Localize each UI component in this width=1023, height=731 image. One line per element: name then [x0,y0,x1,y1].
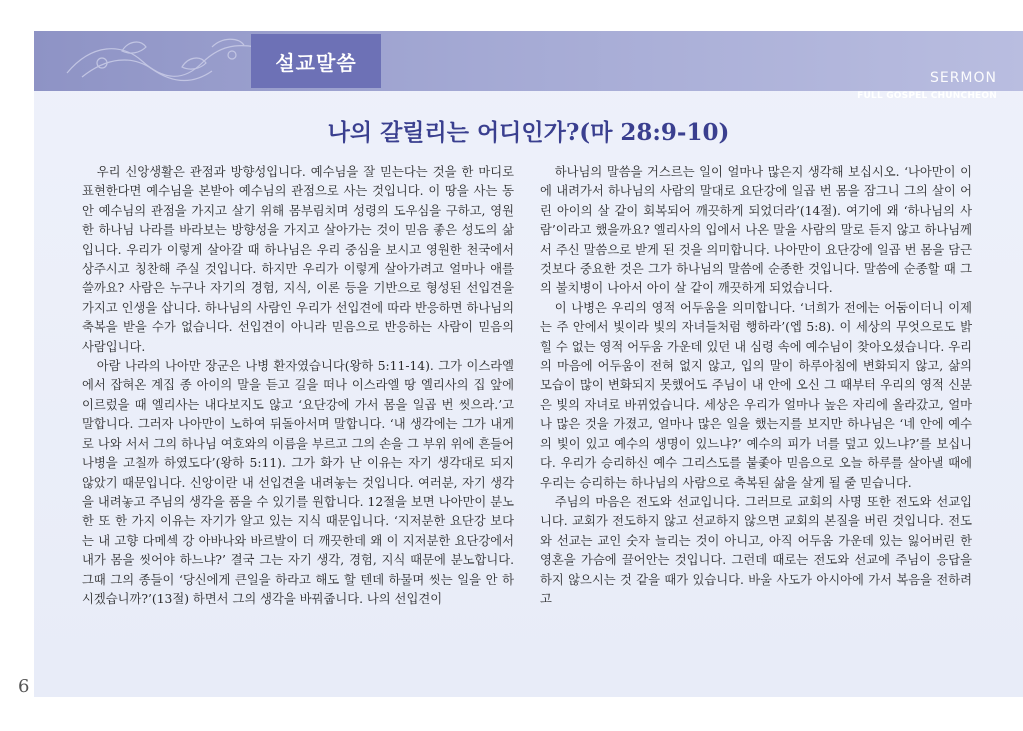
paragraph: 아람 나라의 나아만 장군은 나병 환자였습니다(왕하 5:11-14). 그가 이스라엘에서 잡혀온 계집 종 아이의 말을 듣고 길을 떠나 이스라엘 땅 엘리사의 집 앞에 이르렀을 때 엘리사는 내다보지도 않고 ‘요단강에 가서 몸을 일곱 번 씻으라.’고 말합니다. 그러자 나아만이 노하여 뒤돌아서며 말합니다. ‘내 생각에는 그가 내게로 나와 서서 그의 하나님 여호와의 이름을 부르고 그의 손을 그 부위 위에 흔들어 나병을 고칠까 하였도다’(왕하 5:11). 그가 화가 난 이유는 자기 생각대로 되지 않았기 때문입니다. 신앙이란 내 선입견을 내려놓는 것입니다. 여러분, 자기 생각을 내려놓고 주님의 생각을 품을 수 있기를 원합니다. 12절을 보면 나아만이 분노한 또 한 가지 이유는 자기가 알고 있는 지식 때문입니다. ‘지저분한 요단강 보다는 내 고향 다메섹 강 아바나와 바르발이 더 깨끗한데 왜 이 지저분한 요단강에서 내가 몸을 씻어야 하느냐?’ 결국 그는 자기 생각, 경험, 지식 때문에 분노합니다. 그때 그의 종들이 ‘당신에게 큰일을 하라고 해도 할 텐데 하물며 씻는 일을 안 하시겠습니까?’(13절) 하면서 그의 생각을 바꿔줍니다. 나의 선입견이 [82,359,514,606]
paragraph: 우리 신앙생활은 관점과 방향성입니다. 예수님을 잘 믿는다는 것을 한 마디로 표현한다면 예수님을 본받아 예수님의 관점으로 사는 것입니다. 이 땅을 사는 동안 예수님의 관점을 가지고 살기 위해 몸부림치며 성령의 도우심을 구하고, 영원한 하나님 나라를 바라보는 방향성을 가지고 살아가는 것이 믿음 좋은 성도의 삶입니다. 우리가 이렇게 살아갈 때 하나님은 우리 중심을 보시고 영원한 천국에서 상주시고 칭찬해 주실 것입니다. 하지만 우리가 이렇게 살아가려고 얼마나 애를 쓸까요? 사람은 누구나 자기의 경험, 지식, 이론 등을 기반으로 형성된 선입견을 가지고 인생을 삽니다. 하나님의 사람인 우리가 선입견에 따라 반응하면 하나님의 축복을 받을 수가 없습니다. 선입견이 아니라 믿음으로 반응하는 사람이 믿음의 사람입니다. [82,165,514,354]
paragraph: 주님의 마음은 전도와 선교입니다. 그러므로 교회의 사명 또한 전도와 선교입니다. 교회가 전도하지 않고 선교하지 않으면 교회의 본질을 버린 것입니다. 전도와 선교는 교인 숫자 늘리는 것이 아니고, 아직 어두움 가운데 있는 잃어버린 한 영혼을 가슴에 끌어안는 것입니다. 그런데 때로는 전도와 선교에 주님이 응답을 하지 않으시는 것 같을 때가 있습니다. 바울 사도가 아시아에 가서 복음을 전하려고 [540,494,972,606]
page-number: 6 [18,676,30,697]
paragraph: 이 나병은 우리의 영적 어두움을 의미합니다. ‘너희가 전에는 어둠이더니 이제는 주 안에서 빛이라 빛의 자녀들처럼 행하라’(엡 5:8). 이 세상의 무엇으로도 밝힐 수 없는 영적 어두움 가운데 있던 내 심령 속에 예수님이 찾아오셨습니다. 우리의 마음에 어두움이 전혀 없지 않고, 입의 말이 하루아침에 변화되지 않고, 삶의 모습이 많이 변화되지 못했어도 주님이 내 안에 오신 그 때부터 우리의 영적 신분은 빛의 자녀로 바뀌었습니다. 세상은 우리가 얼마나 높은 자리에 올라갔고, 얼마나 많은 것을 가졌고, 얼마나 많은 일을 했는지를 보지만 하나님은 ‘네 안에 예수의 빛이 있고 예수의 생명이 있느냐?’ 예수의 피가 너를 덮고 있느냐?’를 보십니다. 우리가 승리하신 예수 그리스도를 붙좇아 믿음으로 오늘 하루를 살아낼 때에 우리는 승리하는 하나님의 사람으로 축복된 삶을 살게 될 줄 믿습니다. [540,300,972,490]
left-column [82,163,514,609]
sermon-title: 나의 갈릴리는 어디인가?(마 28:9-10) [327,119,730,146]
section-tab: 설교말씀 [251,34,381,88]
brand-church: FULL GOSPEL CHUNCHEON [857,91,997,101]
brand-sermon: SERMON [929,70,997,86]
brand-block [857,70,997,101]
header-banner [34,31,1023,101]
right-column [540,163,972,609]
paragraph: 하나님의 말씀을 거스르는 일이 얼마나 많은지 생각해 보십시오. ‘나아만이 이에 내려가서 하나님의 사람의 말대로 요단강에 일곱 번 몸을 잠그니 그의 살이 어린 아이의 살 같이 회복되어 깨끗하게 되었더라’(14절). 여기에 왜 ‘하나님의 사람’이라고 했을까요? 엘리사의 입에서 나온 말을 사람의 말로 듣지 않고 하나님께서 주신 말씀으로 받게 된 것을 의미합니다. 나아만이 요단강에 일곱 번 몸을 담근 것보다 중요한 것은 그가 하나님의 말씀에 순종한 것입니다. 말씀에 순종할 때 그의 불치병이 나아서 아이 살 같이 깨끗하게 되었습니다. [540,165,972,296]
